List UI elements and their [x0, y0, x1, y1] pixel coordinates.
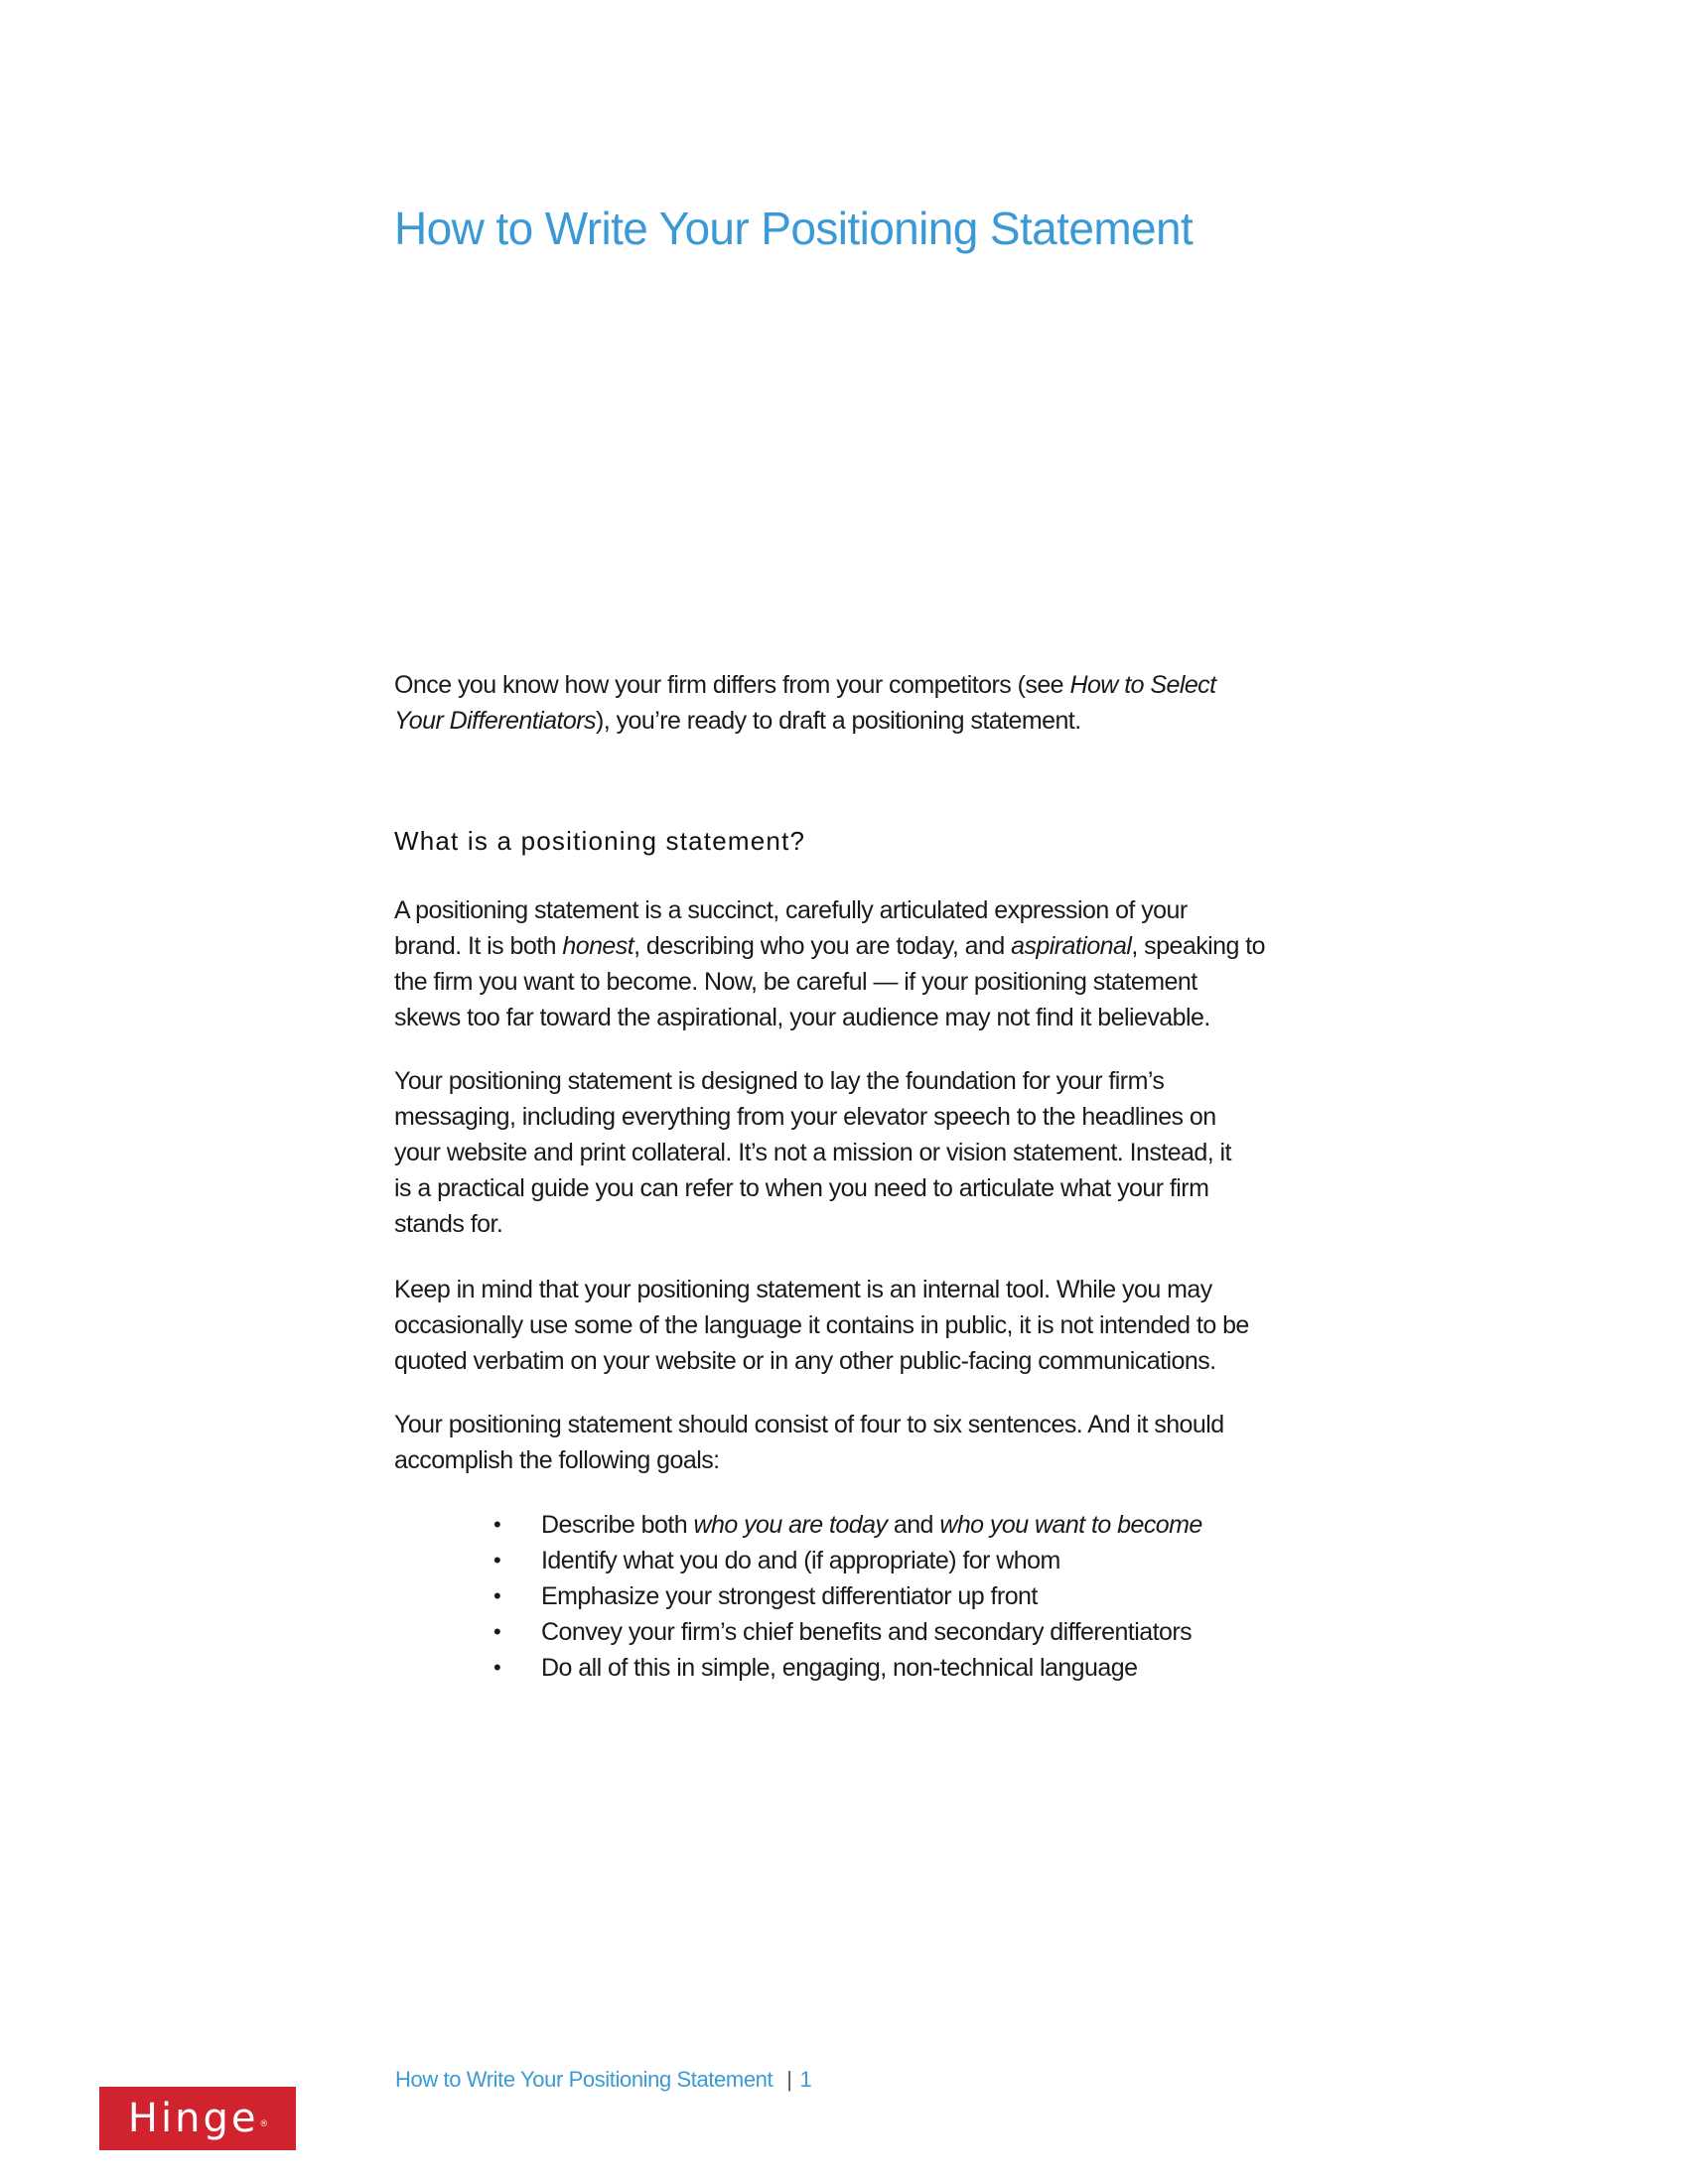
bullet-icon: •	[493, 1512, 501, 1537]
text-line	[394, 892, 1447, 928]
section-heading: What is a positioning statement?	[394, 826, 806, 856]
text-run: Do all of this in simple, engaging, non-technical language	[541, 1654, 1138, 1682]
body-paragraph	[394, 1407, 1447, 1478]
text-line	[394, 667, 1447, 703]
text-line	[394, 1343, 1447, 1379]
list-item	[493, 1507, 1202, 1543]
text-run: Emphasize your strongest differentiator up front	[541, 1582, 1038, 1610]
text-line	[394, 1170, 1447, 1206]
text-line	[394, 703, 1447, 739]
page-title: How to Write Your Positioning Statement	[394, 203, 1194, 254]
text-line	[394, 1000, 1447, 1035]
text-run: Identify what you do and (if appropriate) for whom	[541, 1547, 1060, 1574]
text-run: the firm you want to become. Now, be careful — if your positioning statement	[394, 968, 1197, 996]
text-run: is a practical guide you can refer to when you need to articulate what your firm	[394, 1174, 1209, 1202]
italic-text: How to Select	[1069, 671, 1216, 699]
goals-bullet-list	[493, 1507, 1202, 1686]
italic-text: aspirational	[1011, 932, 1132, 960]
text-run: brand. It is both	[394, 932, 563, 960]
body-paragraph	[394, 892, 1447, 1035]
text-run: A positioning statement is a succinct, carefully articulated expression of your	[394, 896, 1188, 924]
text-run: , describing who you are today, and	[633, 932, 1012, 960]
page-number: 1	[799, 2067, 812, 2092]
body-paragraph	[394, 1272, 1447, 1379]
text-run: Convey your firm’s chief benefits and secondary differentiators	[541, 1618, 1193, 1646]
list-item	[493, 1614, 1202, 1650]
text-run: Once you know how your firm differs from your competitors (see	[394, 671, 1070, 699]
text-run: , speaking to	[1131, 932, 1266, 960]
text-run: occasionally use some of the language it contains in public, it is not intended to be	[394, 1311, 1249, 1339]
bullet-icon: •	[493, 1619, 501, 1644]
list-item	[493, 1578, 1202, 1614]
registered-mark-icon: ®	[260, 2118, 268, 2128]
text-run: accomplish the following goals:	[394, 1446, 720, 1474]
page-footer	[395, 2067, 811, 2093]
text-run: and	[887, 1511, 940, 1539]
text-run: Describe both	[541, 1511, 694, 1539]
text-run: quoted verbatim on your website or in any other public-facing communications.	[394, 1347, 1216, 1375]
text-line	[394, 1272, 1447, 1307]
italic-text: who you are today	[693, 1511, 888, 1539]
bullet-icon: •	[493, 1655, 501, 1680]
text-line	[394, 1442, 1447, 1478]
bullet-icon: •	[493, 1548, 501, 1572]
text-line	[394, 1307, 1447, 1343]
list-item	[493, 1650, 1202, 1686]
hinge-logo	[99, 2087, 296, 2150]
footer-separator: |	[786, 2067, 792, 2092]
text-run: your website and print collateral. It’s not a mission or vision statement. Instead, it	[394, 1139, 1231, 1166]
intro-paragraph	[394, 667, 1447, 739]
text-run: Your positioning statement should consist of four to six sentences. And it should	[394, 1411, 1224, 1438]
logo-text: Hinge	[127, 2096, 259, 2141]
text-line	[394, 964, 1447, 1000]
text-line	[394, 1206, 1447, 1242]
text-line	[394, 928, 1447, 964]
text-run: skews too far toward the aspirational, your audience may not find it believable.	[394, 1004, 1210, 1031]
italic-text: Your Differentiators	[394, 707, 596, 735]
text-run: Keep in mind that your positioning statement is an internal tool. While you may	[394, 1276, 1212, 1303]
footer-doc-title: How to Write Your Positioning Statement	[395, 2067, 774, 2092]
text-line	[394, 1135, 1447, 1170]
text-line	[394, 1099, 1447, 1135]
italic-text: honest	[562, 932, 634, 960]
body-paragraph	[394, 1063, 1447, 1242]
text-line	[394, 1407, 1447, 1442]
italic-text: who you want to become	[939, 1511, 1202, 1539]
text-run: stands for.	[394, 1210, 503, 1238]
list-item	[493, 1543, 1202, 1578]
text-run: ), you’re ready to draft a positioning statement.	[596, 707, 1081, 735]
bullet-icon: •	[493, 1583, 501, 1608]
text-run: messaging, including everything from your elevator speech to the headlines on	[394, 1103, 1216, 1131]
text-run: Your positioning statement is designed to lay the foundation for your firm’s	[394, 1067, 1165, 1095]
text-line	[394, 1063, 1447, 1099]
